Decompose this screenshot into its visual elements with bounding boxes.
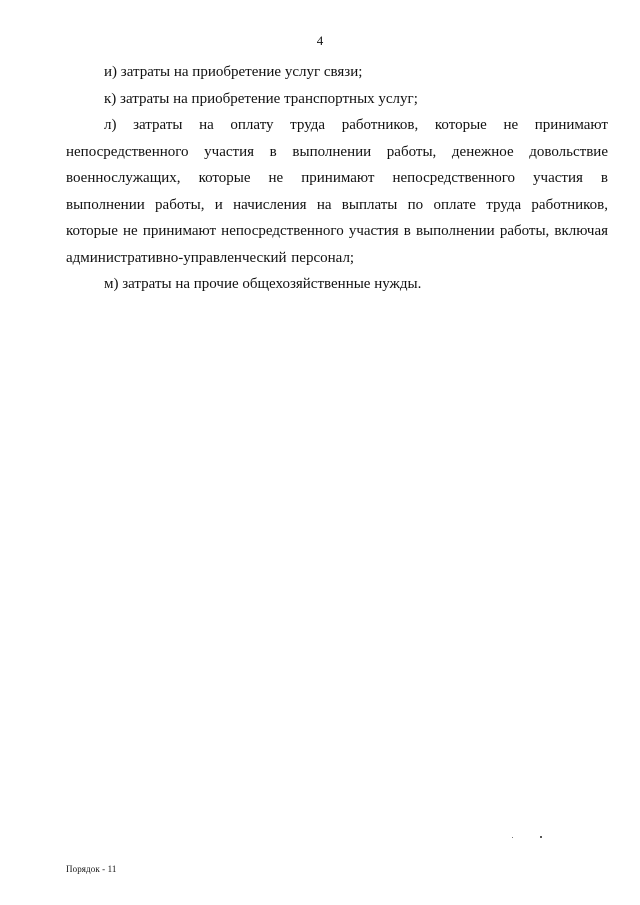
paragraph-i: и) затраты на приобретение услуг связи; xyxy=(104,64,363,80)
paragraph-l: л) затраты на оплату труда работников, которые не принимают непосредственного участия в выполнении работы, денежное довольствие военнослужащих, которые не принимают непосредственного участия в выполнении работы, и начисления на выплаты по оплате труда работников, которые не принимают непосредственного участия в выполнении работы, включая административно-управленческий персонал; xyxy=(66,117,608,266)
document-footer-label: Порядок - 11 xyxy=(66,864,117,874)
scan-artifact-dot xyxy=(512,837,513,838)
scan-artifact-dot xyxy=(540,836,542,838)
document-body xyxy=(66,59,608,298)
paragraph-k: к) затраты на приобретение транспортных услуг; xyxy=(104,90,418,107)
page-number: 4 xyxy=(316,33,324,48)
paragraph-m: м) затраты на прочие общехозяйственные нужды. xyxy=(104,276,422,292)
